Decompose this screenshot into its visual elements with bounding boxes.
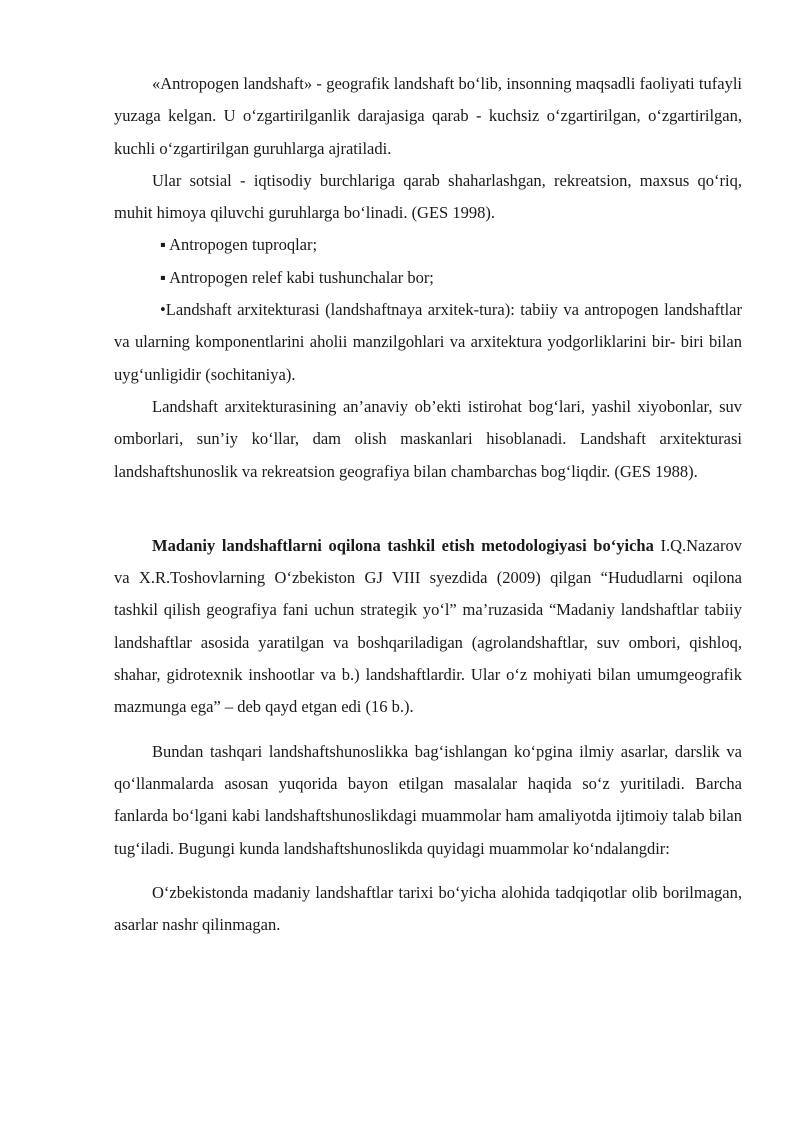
paragraph-landscape-architecture-objects: Landshaft arxitekturasining an’anaviy ob’ekti istirohat bog‘lari, yashil xiyobonlar, suv omborlari, sun’iy ko‘llar, dam olish maskanlari hisoblanadi. Landshaft arxitekturasi landshaftshunoslik va rekreatsion geografiya bilan chambarchas bog‘liqdir. (GES 1988). [114, 396, 742, 481]
section-heading-bold: Madaniy landshaftlarni oqilona tashkil etish metodologiyasi bo‘yicha [152, 535, 654, 555]
paragraph-social-economic-groups: Ular sotsial - iqtisodiy burchlariga qarab shaharlashgan, rekreatsion, maxsus qo‘riq, muhit himoya qiluvchi guruhlarga bo‘linadi. (GES 1998). [114, 170, 742, 223]
bullet-antropogen-soils: ▪ Antropogen tuproqlar; [160, 235, 318, 255]
document-page [114, 68, 742, 941]
paragraph-landscape-problems: Bundan tashqari landshaftshunoslikka bag‘ishlangan ko‘pgina ilmiy asarlar, darslik va qo‘llanmalarda asosan yuqorida bayon etilgan masalalar haqida so‘z yuritiladi. Barcha fanlarda bo‘lgani kabi landshaftshunoslikdagi muammolar ham amaliyotda ijtimoiy talab bilan tug‘iladi. Bugungi kunda landshaftshunoslikda quyidagi muammolar ko‘ndalangdir: [114, 741, 742, 858]
paragraph-gap [114, 865, 742, 877]
paragraph-cultural-landscapes [114, 530, 742, 724]
paragraph-gap [114, 724, 742, 736]
paragraph-uzbekistan-research: O‘zbekistonda madaniy landshaftlar tarixi bo‘yicha alohida tadqiqotlar olib borilmagan, asarlar nashr qilinmagan. [114, 882, 742, 935]
paragraph-antropogen-landshaft: «Antropogen landshaft» - geografik landshaft bo‘lib, insonning maqsadli faoliyati tufayli yuzaga kelgan. U o‘zgartirilganlik darajasiga qarab - kuchsiz o‘zgartirilgan, o‘zgartirilgan, kuchli o‘zgartirilgan guruhlarga ajratiladi. [114, 74, 742, 158]
bullet-antropogen-relief: ▪ Antropogen relef kabi tushunchalar bor; [160, 267, 434, 287]
section-gap [114, 488, 742, 530]
bullet-landscape-architecture: •Landshaft arxitekturasi (landshaftnaya arxitek-tura): tabiiy va antropogen landshaftlar va ularning komponentlarini aholii manzilgohlari va arxitektura yodgorliklarini bir- biri bilan uyg‘unligidir (sochitaniya). [114, 300, 742, 384]
paragraph-cultural-landscapes-text: I.Q.Nazarov va X.R.Toshovlarning O‘zbekiston GJ VIII syezdida (2009) qilgan “Hududlarni oqilona tashkil qilish geografiya fani uchun strategik yo‘l” ma’ruzasida “Madaniy landshaftlar tabiiy landshaftlar asosida yaratilgan va boshqariladigan (agrolandshaftlar, suv ombori, qishloq, shahar, gidrotexnik inshootlar va b.) landshaftlardir. Ular o‘z mohiyati bilan umumgeografik mazmunga ega” – deb qayd etgan edi (16 b.). [114, 535, 742, 717]
